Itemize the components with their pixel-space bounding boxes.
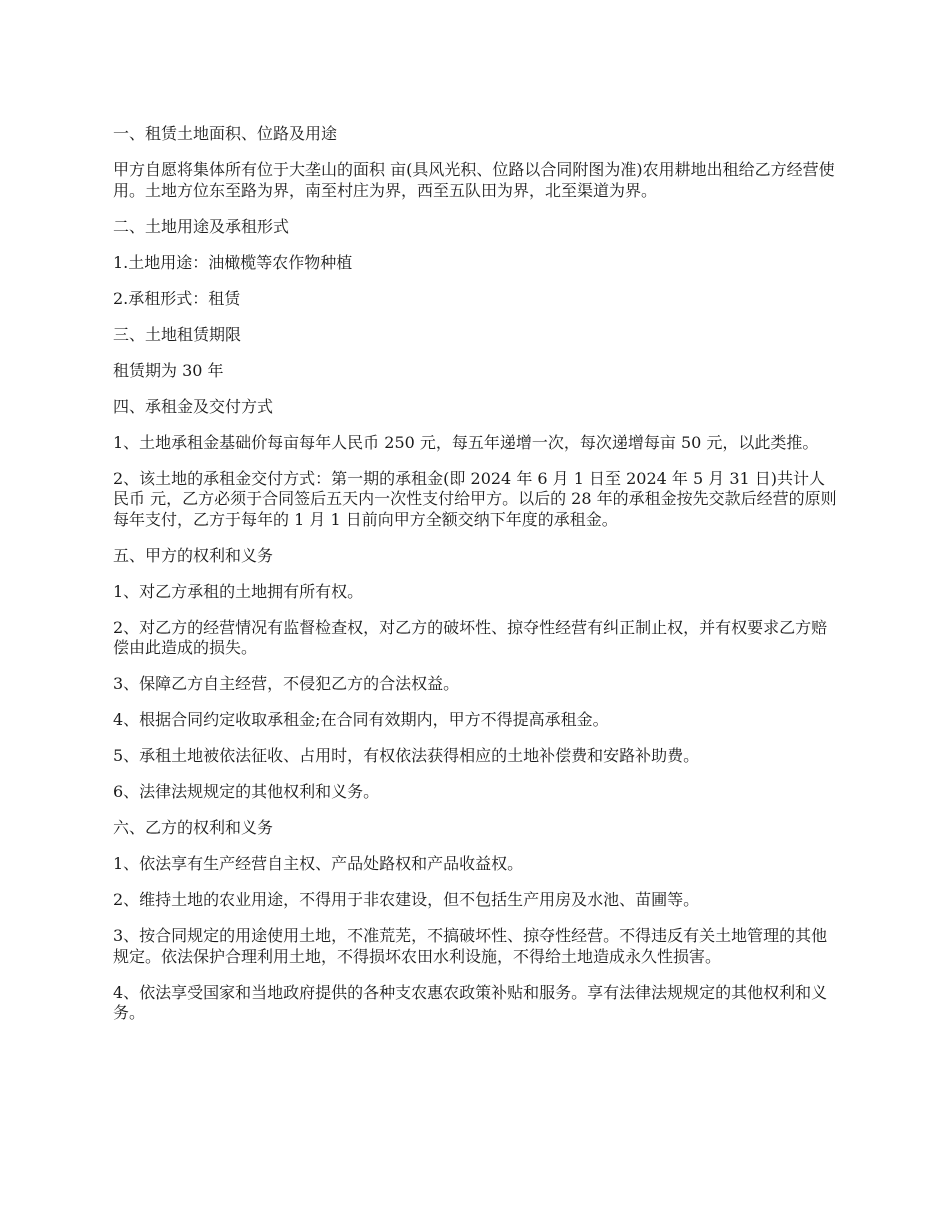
paragraph-rent-payment: 2、该土地的承租金交付方式：第一期的承租金(即 2024 年 6 月 1 日至 2024 年 5 月 31 日)共计人民币 元，乙方必须于合同签后五天内一次性支付给甲方。以后的 28 年的承租金按先交款后经营的原则每年支付，乙方于每年的 1 月 1 日前向甲方全额交纳下年度的承租金。: [113, 468, 837, 529]
section-heading-1: 一、租赁土地面积、位路及用途: [113, 124, 338, 143]
paragraph-party-b-4: 4、依法享受国家和当地政府提供的各种支农惠农政策补贴和服务。享有法律法规规定的其他权利和义务。: [113, 982, 828, 1022]
paragraph-party-a-4: 4、根据合同约定收取承租金;在合同有效期内，甲方不得提高承租金。: [113, 710, 609, 729]
document-body: [113, 124, 841, 1039]
paragraph-lease-term: 租赁期为 30 年: [113, 360, 224, 380]
paragraph-land-use: 1.土地用途：油橄榄等农作物种植: [113, 252, 353, 272]
section-heading-2: 二、土地用途及承租形式: [113, 216, 290, 236]
paragraph-party-b-3: 3、按合同规定的用途使用土地，不准荒芜，不搞破坏性、掠夺性经营。不得违反有关土地管理的其他规定。依法保护合理利用土地，不得损坏农田水利设施，不得给土地造成永久性损害。: [113, 926, 828, 966]
paragraph-party-a-5: 5、承租土地被依法征收、占用时，有权依法获得相应的土地补偿费和安路补助费。: [113, 746, 700, 765]
paragraph-party-a-3: 3、保障乙方自主经营，不侵犯乙方的合法权益。: [113, 674, 460, 693]
paragraph-party-b-2: 2、维持土地的农业用途，不得用于非农建设，但不包括生产用房及水池、苗圃等。: [113, 890, 700, 909]
section-heading-5: 五、甲方的权利和义务: [113, 545, 274, 565]
paragraph-party-a-1: 1、对乙方承租的土地拥有所有权。: [113, 581, 364, 601]
paragraph-party-b-1: 1、依法享有生产经营自主权、产品处路权和产品收益权。: [113, 854, 524, 873]
section-heading-3: 三、土地租赁期限: [113, 324, 242, 344]
section-heading-6: 六、乙方的权利和义务: [113, 818, 274, 837]
paragraph-rent-base: 1、土地承租金基础价每亩每年人民币 250 元，每五年递增一次，每次递增每亩 50 元，以此类推。: [113, 432, 819, 452]
paragraph-land-location: 甲方自愿将集体所有位于大垄山的面积 亩(具风光积、位路以合同附图为准)农用耕地出租给乙方经营使用。土地方位东至路为界，南至村庄为界，西至五队田为界，北至渠道为界。: [113, 160, 835, 200]
section-heading-4: 四、承租金及交付方式: [113, 396, 274, 416]
paragraph-party-a-6: 6、法律法规规定的其他权利和义务。: [113, 782, 380, 801]
paragraph-lease-form: 2.承租形式：租赁: [113, 288, 241, 308]
paragraph-party-a-2: 2、对乙方的经营情况有监督检查权，对乙方的破坏性、掠夺性经营有纠正制止权，并有权要求乙方赔偿由此造成的损失。: [113, 617, 828, 657]
